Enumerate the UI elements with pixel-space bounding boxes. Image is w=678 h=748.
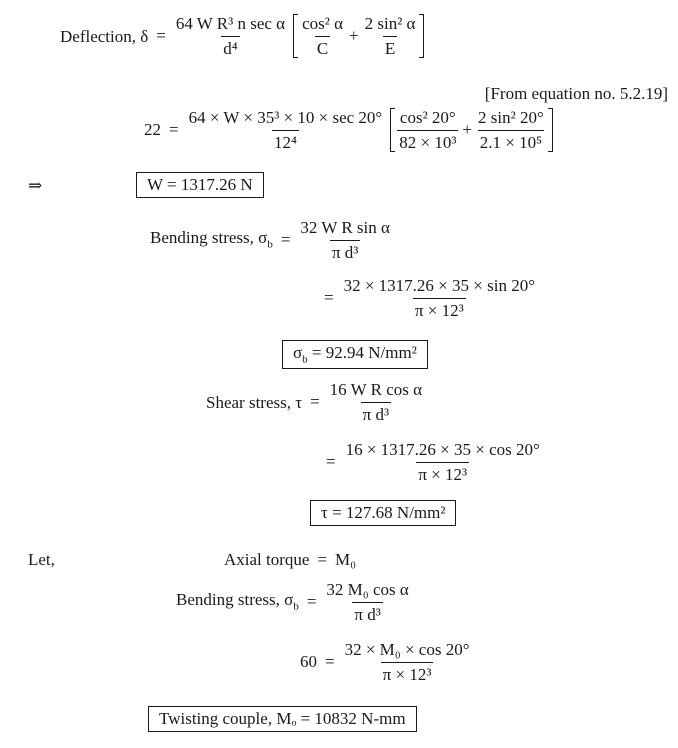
equals-sign: = (156, 26, 166, 46)
substitution-fraction (187, 108, 385, 152)
term-fraction (363, 14, 418, 58)
deflection-formula (60, 14, 424, 58)
axial-torque-label: Axial torque (224, 550, 310, 569)
equals-sign: = (324, 288, 334, 308)
torque-sub-fraction (343, 640, 472, 684)
axial-torque-value: M₀ (335, 550, 357, 569)
fraction-denominator: π d³ (330, 240, 360, 263)
term-fraction (397, 108, 458, 152)
bending-fraction (298, 218, 392, 262)
fraction-numerator: 2 sin² 20° (478, 108, 544, 127)
bending-label: Bending stress, $\sigma_b$ (150, 228, 273, 251)
equals-sign: = (169, 120, 179, 140)
axial-torque-line (224, 550, 356, 570)
torque-fraction (324, 580, 410, 624)
fraction-numerator: 32 W R sin α (300, 218, 390, 237)
let-label: Let, (28, 550, 55, 569)
bending-label: Bending stress, $\sigma_b$ (176, 590, 299, 613)
fraction-numerator: 16 × 1317.26 × 35 × cos 20° (345, 440, 540, 459)
result-w-box: W = 1317.26 N (136, 172, 264, 198)
fraction-numerator: 32 M₀ cos α (326, 580, 409, 599)
fraction-denominator: C (315, 36, 330, 59)
equals-sign: = (306, 592, 317, 612)
fraction-denominator: 82 × 10³ (397, 130, 458, 153)
fraction-denominator: E (383, 36, 397, 59)
equals-sign: = (325, 652, 335, 672)
fraction-denominator: π d³ (361, 402, 391, 425)
lhs-value: 22 (144, 120, 161, 140)
fraction-denominator: π × 12³ (381, 662, 434, 685)
lhs-value: 60 (300, 652, 317, 672)
bending-substitution (316, 276, 537, 320)
result-bending-box: $\sigma_b = 92.94$ N/mm² (282, 340, 428, 369)
bending-sub-fraction (342, 276, 537, 320)
plus-sign: + (462, 120, 473, 140)
result-shear-box: τ = 127.68 N/mm² (310, 500, 456, 526)
equals-sign: = (310, 392, 320, 412)
result-torque-box: Twisting couple, Mₒ = 10832 N-mm (148, 706, 417, 732)
equals-sign: = (326, 452, 336, 472)
fraction-numerator: 32 × 1317.26 × 35 × sin 20° (343, 276, 535, 295)
equals-sign: = (317, 550, 328, 569)
fraction-numerator: cos² α (302, 14, 344, 33)
shear-substitution (318, 440, 542, 484)
fraction-numerator: cos² 20° (399, 108, 456, 127)
fraction-denominator: π × 12³ (413, 298, 466, 321)
fraction-denominator: 2.1 × 10⁵ (478, 130, 544, 153)
fraction-denominator: π × 12³ (416, 462, 469, 485)
equation-reference: [From equation no. 5.2.19] (484, 84, 668, 103)
substitution-formula (144, 108, 553, 152)
bending-formula (150, 218, 392, 262)
torque-substitution (300, 640, 472, 684)
fraction-numerator: 64 W R³ n sec α (175, 14, 286, 33)
plus-sign: + (349, 26, 359, 46)
shear-sub-fraction (344, 440, 542, 484)
bracket-group (293, 14, 424, 58)
term-fraction (300, 14, 345, 58)
fraction-denominator: π d³ (352, 602, 382, 625)
fraction-denominator: d⁴ (221, 36, 239, 59)
implies-arrow: ⇒ (28, 176, 43, 195)
shear-label: Shear stress, τ (206, 392, 303, 412)
equals-sign: = (280, 230, 291, 250)
deflection-fraction (174, 14, 287, 58)
fraction-denominator: 12⁴ (272, 130, 299, 153)
shear-fraction (328, 380, 424, 424)
fraction-numerator: 64 × W × 35³ × 10 × sec 20° (188, 108, 383, 127)
fraction-numerator: 2 sin² α (364, 14, 416, 33)
bracket-group (390, 108, 553, 152)
torque-bending-formula (176, 580, 411, 624)
shear-formula (206, 380, 424, 424)
term-fraction (476, 108, 546, 152)
fraction-numerator: 32 × M₀ × cos 20° (344, 640, 470, 659)
fraction-numerator: 16 W R cos α (329, 380, 423, 399)
deflection-label: Deflection, δ (60, 26, 149, 46)
